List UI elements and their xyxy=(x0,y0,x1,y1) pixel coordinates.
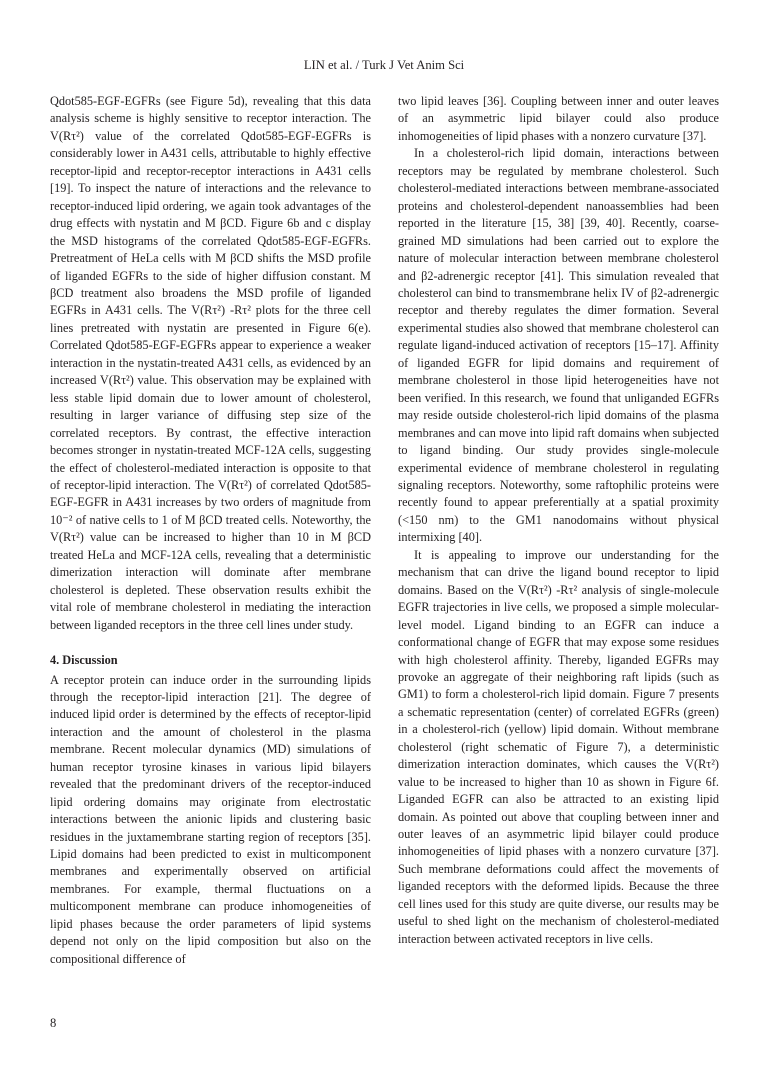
results-paragraph: Qdot585-EGF-EGFRs (see Figure 5d), revealing that this data analysis scheme is highly sensitive to receptor interaction. The V(Rτ²) value of the correlated Qdot585-EGF-EGFRs is considerably lower in A431 cells, attributable to highly effective receptor-lipid and receptor-receptor interactions in A431 cells [19]. To inspect the nature of interactions and the relevance to receptor-induced lipid ordering, we again took advantages of the drug effects with nystatin and M βCD. Figure 6b and c display the MSD histograms of the correlated Qdot585-EGF-EGFRs. Pretreatment of HeLa cells with M βCD shifts the MSD profile of liganded EGFRs to the side of higher diffusion constant. M βCD treatment also broadens the MSD profile of liganded EGFRs in A431 cells. The V(Rτ²) -Rτ² plots for the three cell lines pretreated with nystatin are presented in Figure 6(e). Correlated Qdot585-EGF-EGFRs appear to experience a weaker interaction in the nystatin-treated A431 cells, as evidenced by an increased V(Rτ²) value. This observation may be explained with less stable lipid domain due to lower amount of cholesterol, resulting in larger variance of diffusing step size of the correlated receptors. By contrast, the effective interaction becomes stronger in nystatin-treated MCF-12A cells, suggesting the effect of cholesterol-mediated interaction is opposite to that of receptor-lipid interaction. The V(Rτ²) of correlated Qdot585-EGF-EGFR in A431 increases by two orders of magnitude from 10⁻² of native cells to 1 of M βCD treated cells. Noteworthy, the V(Rτ²) value can be increased to higher than 10 in M βCD treated HeLa and MCF-12A cells, revealing that a deterministic dimerization interaction will dominate after membrane cholesterol is depleted. These observation results exhibit the vital role of membrane cholesterol in mediating the interaction between liganded receptors in the three cell lines under study. xyxy=(50,94,371,632)
page-number: 8 xyxy=(50,1016,57,1030)
running-header: LIN et al. / Turk J Vet Anim Sci xyxy=(303,58,465,72)
right-column xyxy=(398,93,719,948)
left-column xyxy=(50,93,371,968)
discussion-paragraph-1: A receptor protein can induce order in the surrounding lipids through the receptor-lipid interaction [21]. The degree of induced lipid order is determined by the effects of receptor-lipid interaction and the amount of cholesterol in the plasma membrane. Recent molecular dynamics (MD) simulations of human receptor tyrosine kinases in various lipid bilayers revealed that the predominant drivers of the receptor-induced lipid ordering domains may originate from electrostatic interactions between the anionic lipids and clustering basic residues in the juxtamembrane starting region of receptors [35]. Lipid domains had been predicted to exist in multicomponent membranes and experimentally observed on artificial membranes. For example, thermal fluctuations on a multicomponent membrane can produce inhomogeneities of lipid phases because the order parameters of lipid systems depend not only on the lipid composition but also on the compositional difference of xyxy=(50,672,371,966)
discussion-paragraph-3: It is appealing to improve our understanding for the mechanism that can drive the ligand bound receptor to lipid domains. Based on the V(Rτ²) -Rτ² analysis of single-molecule EGFR trajectories in live cells, we proposed a simple molecular-level model. Ligand binding to an EGFR can induce a conformational change of EGFR that may expose some residues with high cholesterol affinity. Thereby, liganded EGFRs may provoke an aggregate of their neighboring raft lipids (such as GM1) to form a cholesterol-rich lipid domain. Figure 7 presents a schematic representation (center) of correlated EGFRs (green) in a cholesterol-rich (yellow) lipid domain. Without membrane cholesterol (right schematic of Figure 7), a deterministic dimerization interaction dominates, which causes the V(Rτ²) value to be increased to higher than 10 as shown in Figure 6f. Liganded EGFR can also be attracted to an existing lipid domain. As pointed out above that coupling between inner and outer leaves of an asymmetric lipid bilayer could produce inhomogeneities of lipid phases with a nonzero curvature [37]. Such membrane deformations could affect the movements of liganded receptors with the deformed lipids. Because the three cell lines used for this study are quite diverse, our results may be useful to shed light on the mechanism of cholesterol-mediated interaction between activated receptors in live cells. xyxy=(398,547,719,946)
discussion-paragraph-1-continued: two lipid leaves [36]. Coupling between inner and outer leaves of an asymmetric lipid bilayer could also produce inhomogeneities of lipid phases with a nonzero curvature [37]. xyxy=(398,94,719,143)
discussion-paragraph-2: In a cholesterol-rich lipid domain, interactions between receptors may be regulated by membrane cholesterol. Such cholesterol-mediated interactions between membrane-associated proteins and cholesterol-dependent nanoassemblies had been reported in the literature [15, 38] [39, 40]. Recently, coarse-grained MD simulations had been carried out to explore the nature of molecular interaction between membrane cholesterol and β2-adrenergic receptor [41]. This simulation revealed that cholesterol can bind to transmembrane helix IV of β2-adrenergic receptor and thereby regulates the dimer formation. Several experimental studies also showed that membrane cholesterol can regulate ligand-induced activation of receptors [15–17]. Affinity of liganded EGFR for lipid domains and requirement of membrane cholesterol in those lipid heterogeneities have not been verified. In this research, we found that unliganded EGFRs may reside outside cholesterol-rich lipid domains of the plasma membranes and can move into lipid raft domains when subjected to ligand binding. Our study provides single-molecule experimental evidence of membrane cholesterol in regulating signaling receptors. Noteworthy, some raftophilic proteins were recently found to appear preferentially at a spatial proximity (<150 nm) to the GM1 nanodomains without physical intermixing [40]. xyxy=(398,146,719,545)
section-heading-discussion: 4. Discussion xyxy=(50,653,118,668)
